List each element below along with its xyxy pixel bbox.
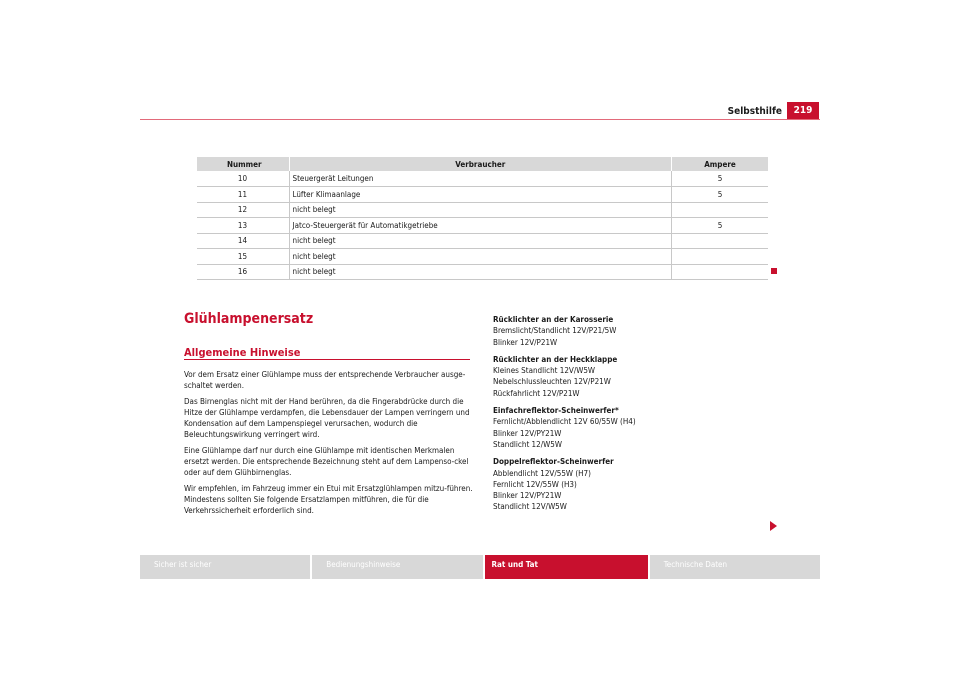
general-notes [184, 369, 474, 521]
lamp-item: Standlicht 12V/W5W [493, 502, 567, 512]
table-row [197, 171, 769, 187]
tab-rat-und-tat[interactable]: Rat und Tat [485, 555, 648, 579]
lamp-item: Nebelschlussleuchten 12V/P21W [493, 377, 611, 387]
fuse-table [196, 157, 768, 280]
table-row [197, 218, 769, 234]
page-header-title: Selbsthilfe [727, 106, 782, 117]
paragraph: Vor dem Ersatz einer Glühlampe muss der entsprechende Verbraucher ausge-schaltet werden. [184, 370, 466, 391]
lamp-item: Standlicht 12/W5W [493, 439, 562, 449]
lamp-item: Kleines Standlicht 12V/W5W [493, 366, 596, 376]
fuse-number: 14 [197, 233, 290, 249]
fuse-number: 12 [197, 202, 290, 218]
fuse-number: 10 [197, 171, 290, 187]
fuse-ampere: 5 [672, 171, 769, 187]
paragraph: Das Birnenglas nicht mit der Hand berühren, da die Fingerabdrücke durch die Hitze der Glühlampe verdampfen, die Lebensdauer der Lampen verringern und Kondensation auf dem Lampenspiegel verursachen, wodurch die Beleuchtungswirkung verringert wird. [184, 396, 470, 440]
subsection-divider [184, 359, 470, 360]
fuse-consumer: nicht belegt [289, 249, 672, 265]
fuse-ampere [672, 249, 769, 265]
footer-navigation [140, 555, 820, 579]
lamp-item: Fernlicht 12V/55W (H3) [493, 479, 577, 489]
lamp-item: Abblendlicht 12V/55W (H7) [493, 468, 591, 478]
table-row [197, 187, 769, 203]
column-header-consumer: Verbraucher [289, 157, 672, 171]
lamp-item: Bremslicht/Standlicht 12V/P21/5W [493, 326, 617, 336]
fuse-table-header [197, 157, 769, 171]
fuse-consumer: Lüfter Klimaanlage [289, 187, 672, 203]
lamp-group-title: Doppelreflektor-Scheinwerfer [493, 457, 614, 467]
table-row [197, 264, 769, 280]
tab-sicher-ist-sicher[interactable]: Sicher ist sicher [140, 555, 310, 579]
column-header-number: Nummer [197, 157, 290, 171]
paragraph: Wir empfehlen, im Fahrzeug immer ein Etui mit Ersatzglühlampen mitzu-führen. Mindestens sollten Sie folgende Ersatzlampen mitführen, die für die Verkehrssicherheit erforderlich sind. [184, 483, 473, 516]
table-row [197, 202, 769, 218]
table-row [197, 233, 769, 249]
lamp-item: Fernlicht/Abblendlicht 12V 60/55W (H4) [493, 417, 636, 427]
fuse-consumer: Steuergerät Leitungen [289, 171, 672, 187]
lamp-group-title: Einfachreflektor-Scheinwerfer* [493, 406, 619, 416]
fuse-number: 16 [197, 264, 290, 280]
paragraph: Eine Glühlampe darf nur durch eine Glühlampe mit identischen Merkmalen ersetzt werden. Die entsprechende Bezeichnung steht auf dem Lampenso-ckel oder auf dem Glühbirnenglas. [184, 445, 469, 478]
subsection-title: Allgemeine Hinweise [184, 346, 301, 359]
fuse-ampere [672, 233, 769, 249]
column-header-ampere: Ampere [672, 157, 769, 171]
section-end-marker-icon [771, 268, 777, 274]
lamp-item: Blinker 12V/PY21W [493, 491, 562, 501]
lamp-group-title: Rücklichter an der Karosserie [493, 315, 614, 324]
tab-bedienungshinweise[interactable]: Bedienungshinweise [312, 555, 482, 579]
table-row [197, 249, 769, 265]
fuse-ampere: 5 [672, 218, 769, 234]
lamp-group-title: Rücklichter an der Heckklappe [493, 354, 618, 364]
section-title: Glühlampenersatz [184, 311, 314, 327]
lamp-item: Blinker 12V/P21W [493, 337, 558, 347]
fuse-number: 15 [197, 249, 290, 265]
page-number: 219 [787, 102, 819, 119]
tab-technische-daten[interactable]: Technische Daten [650, 555, 820, 579]
header-divider [140, 119, 820, 120]
fuse-ampere [672, 264, 769, 280]
fuse-ampere [672, 202, 769, 218]
next-page-arrow-icon[interactable] [770, 521, 777, 531]
fuse-consumer: nicht belegt [289, 264, 672, 280]
fuse-number: 11 [197, 187, 290, 203]
fuse-consumer: nicht belegt [289, 202, 672, 218]
fuse-consumer: Jatco-Steuergerät für Automatikgetriebe [289, 218, 672, 234]
fuse-consumer: nicht belegt [289, 233, 672, 249]
spare-lamp-list [493, 314, 773, 519]
lamp-group-double-reflector [493, 456, 773, 512]
fuse-ampere: 5 [672, 187, 769, 203]
lamp-item: Blinker 12V/PY21W [493, 428, 562, 438]
lamp-group-rear-tailgate [493, 354, 773, 399]
lamp-item: Rückfahrlicht 12V/P21W [493, 388, 580, 398]
lamp-group-single-reflector [493, 405, 773, 450]
lamp-group-rear-body [493, 314, 773, 348]
fuse-number: 13 [197, 218, 290, 234]
